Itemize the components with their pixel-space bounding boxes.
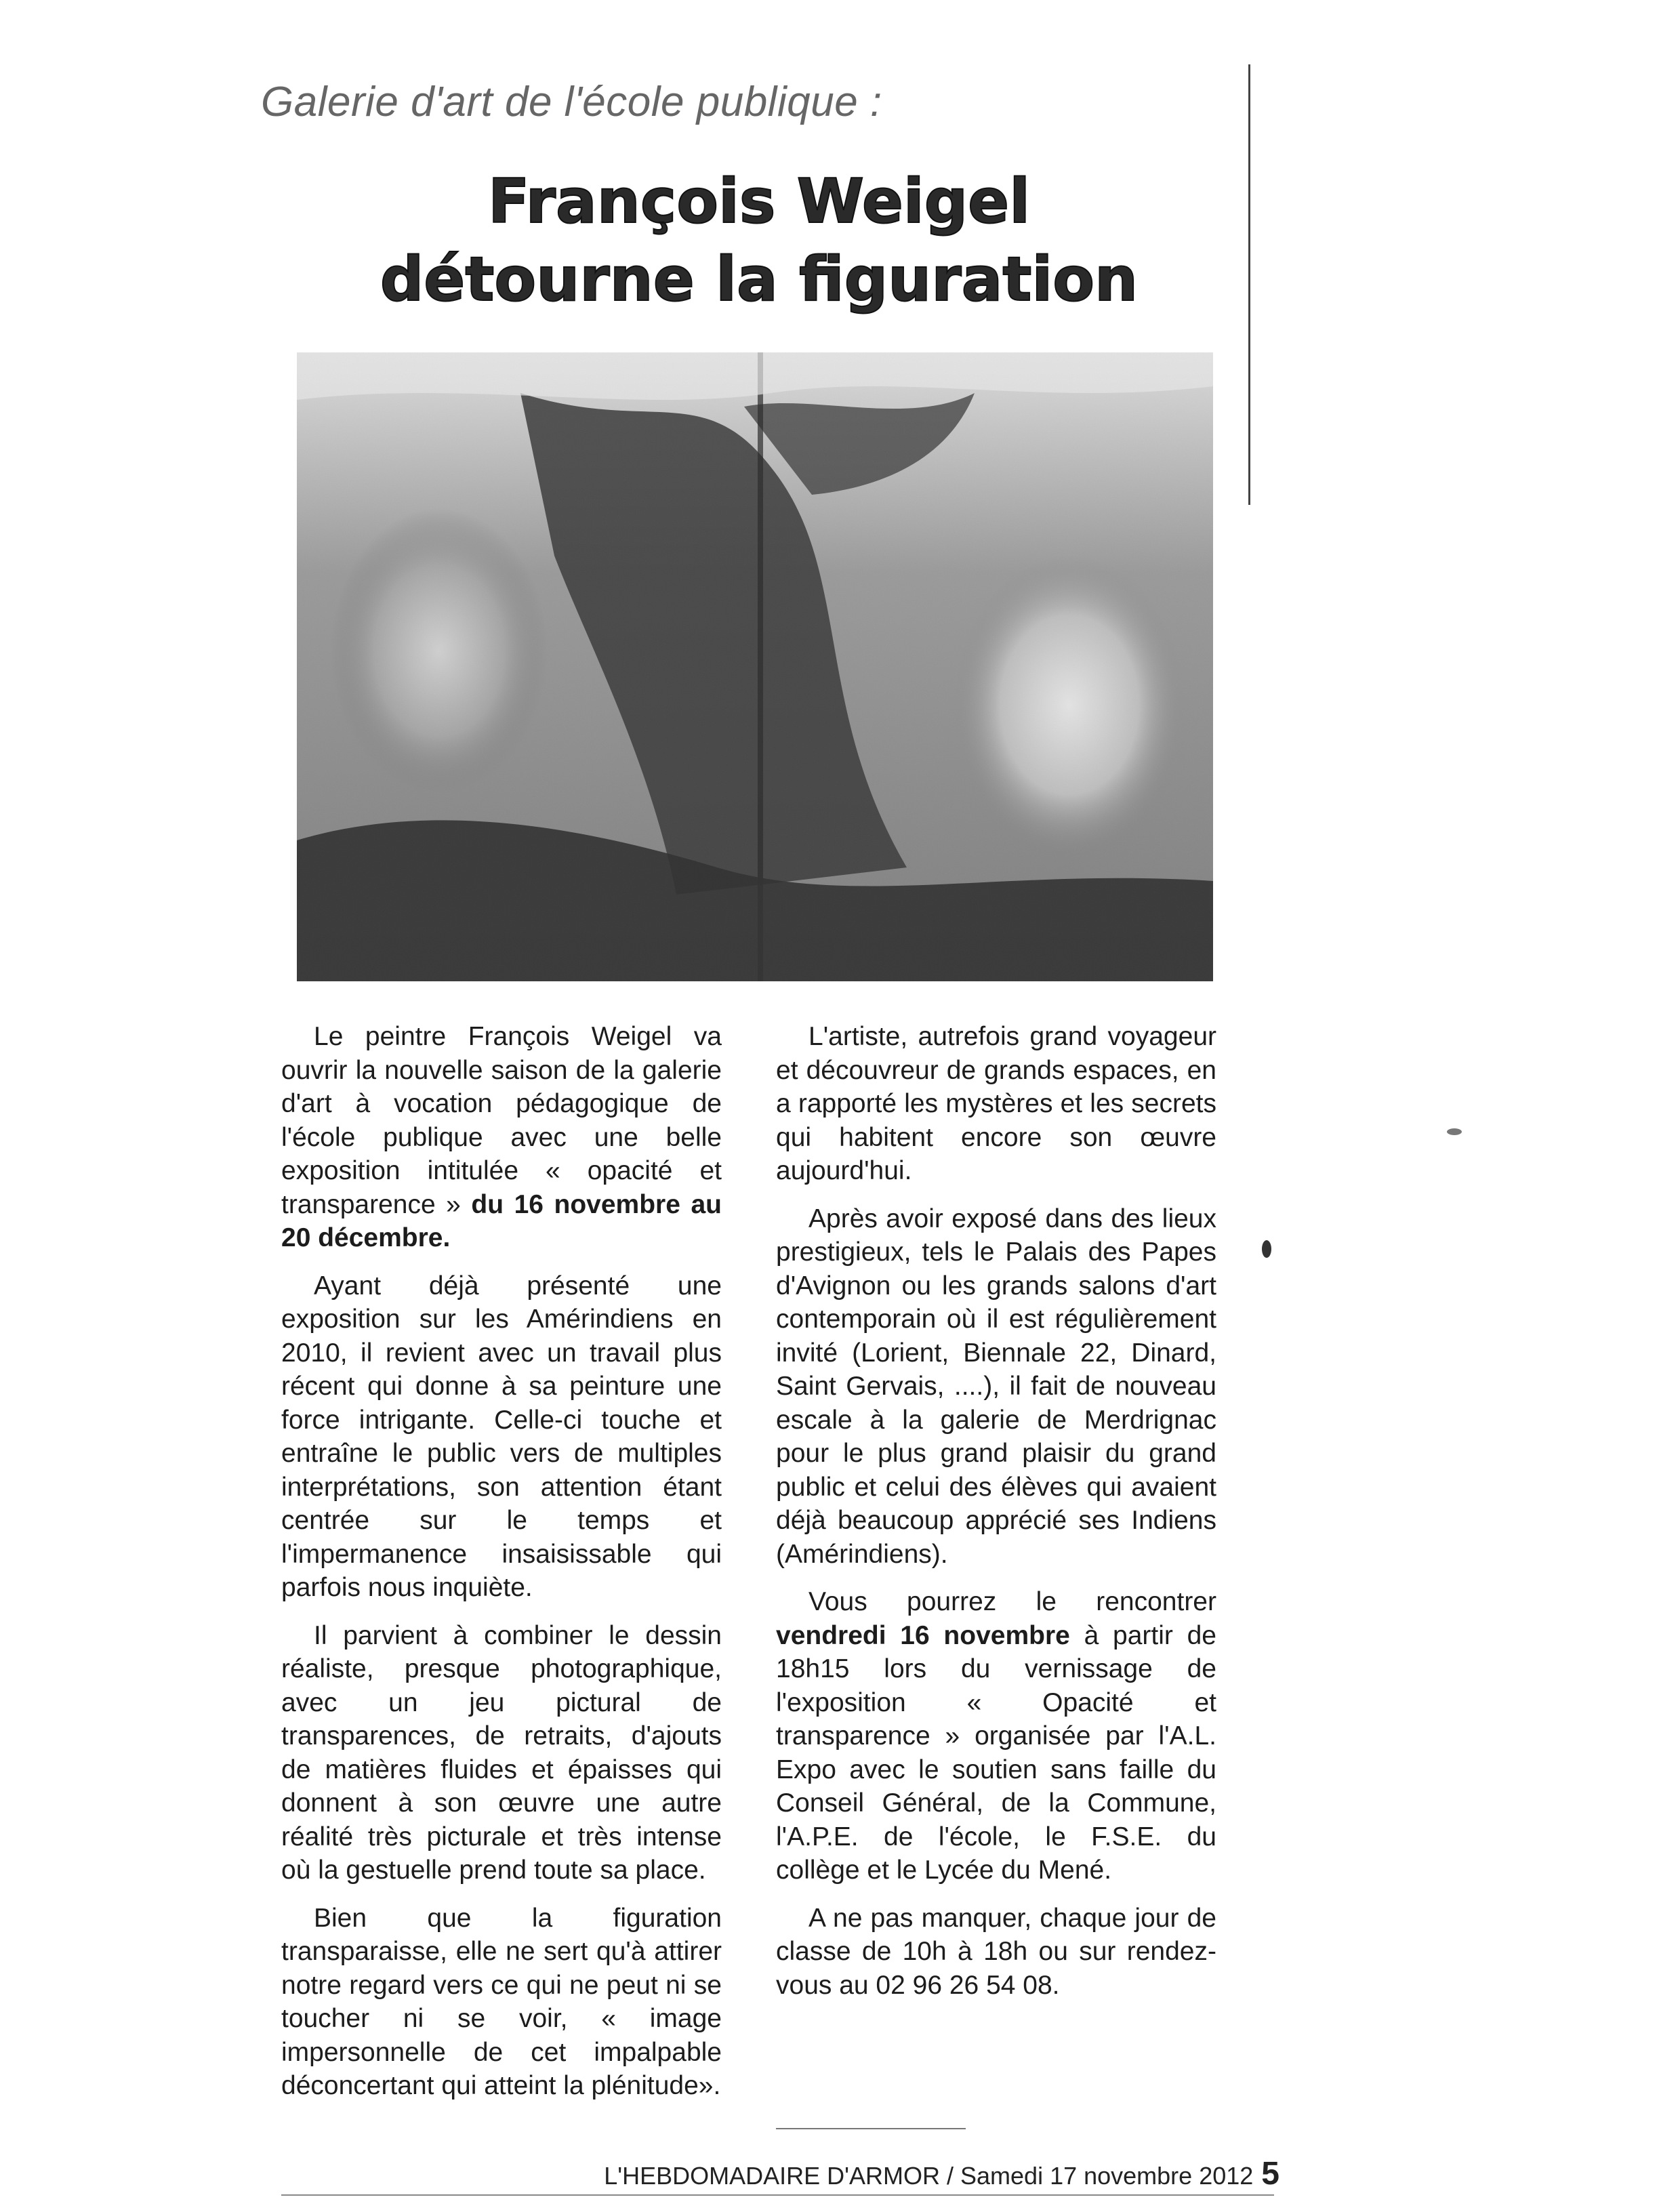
paragraph: Il parvient à combiner le dessin réaliste, presque photographique, avec un jeu pictural de transparences, de retraits, d'ajouts de matières fluides et épaisses qui donnent à son œuvre une autre réalité très picturale et très intense où la gestuelle prend toute sa place. [281, 1620, 722, 1885]
headline-line-1: François Weigel [487, 166, 1031, 237]
exhibition-dates: du 16 novembre au 20 décembre. [281, 1189, 722, 1252]
article-column-left [281, 1020, 722, 2117]
page-footer [604, 2155, 1279, 2192]
paragraph: Bien que la figuration transparaisse, elle ne sert qu'à attirer notre regard vers ce qui ne peut ni se toucher ni se voir, « image impersonnelle de cet impalpable déconcertant qui atteint la plénitude». [281, 1903, 722, 2100]
paragraph-text: Vous pourrez le rencontrer [808, 1587, 1216, 1616]
column-rule [1248, 64, 1250, 505]
headline [352, 163, 1166, 319]
paragraph: Ayant déjà présenté une exposition sur les Amérindiens en 2010, il revient avec un travail plus récent qui donne à sa peinture une force intrigante. Celle-ci touche et entraîne le public vers de multiples interprétations, son attention étant centrée sur le temps et l'impermanence insaisissable qui parfois nous inquiète. [281, 1271, 722, 1602]
kicker: Galerie d'art de l'école publique : [261, 79, 882, 125]
paragraph: A ne pas manquer, chaque jour de classe de 10h à 18h ou sur rendez-vous au 02 96 26 54 08. [776, 1903, 1216, 2000]
scan-speck [1447, 1128, 1462, 1135]
headline-line-2: détourne la figuration [380, 244, 1139, 315]
painting-image [297, 352, 1213, 981]
article-column-right [776, 1020, 1216, 2016]
paragraph: Après avoir exposé dans des lieux prestigieux, tels le Palais des Papes d'Avignon ou les grands salons d'art contemporain où il est régulièrement invité (Lorient, Biennale 22, Dinard, Saint Gervais, ....), il fait de nouveau escale à la galerie de Merdrignac pour le plus grand plaisir du grand public et celui des élèves qui avaient déjà beaucoup apprécié ses Indiens (Amérindiens). [776, 1204, 1216, 1569]
footer-rule [281, 2194, 1274, 2196]
scan-speck [1262, 1240, 1271, 1258]
paragraph [776, 1585, 1216, 1887]
vernissage-date: vendredi 16 novembre [776, 1620, 1070, 1650]
paragraph-text: à partir de 18h15 lors du vernissage de l'exposition « Opacité et transparence » organisée par l'A.L. Expo avec le soutien sans faille du Conseil Général, de la Commune, l'A.P.E. de l'école, le F.S.E. du collège et le Lycée du Mené. [776, 1620, 1216, 1885]
paragraph-text: Le peintre François Weigel va ouvrir la nouvelle saison de la galerie d'art à vocation pédagogique de l'école publique avec une belle exposition intitulée « opacité et transparence » [281, 1022, 722, 1219]
painting-photo [297, 352, 1213, 981]
footer-rule-short [776, 2128, 966, 2129]
paragraph [281, 1020, 722, 1255]
publication-line: L'HEBDOMADAIRE D'ARMOR / Samedi 17 novembre 2012 [604, 2162, 1254, 2190]
paragraph: L'artiste, autrefois grand voyageur et découvreur de grands espaces, en a rapporté les mystères et les secrets qui habitent encore son œuvre aujourd'hui. [776, 1022, 1216, 1185]
page-number: 5 [1261, 2156, 1279, 2192]
